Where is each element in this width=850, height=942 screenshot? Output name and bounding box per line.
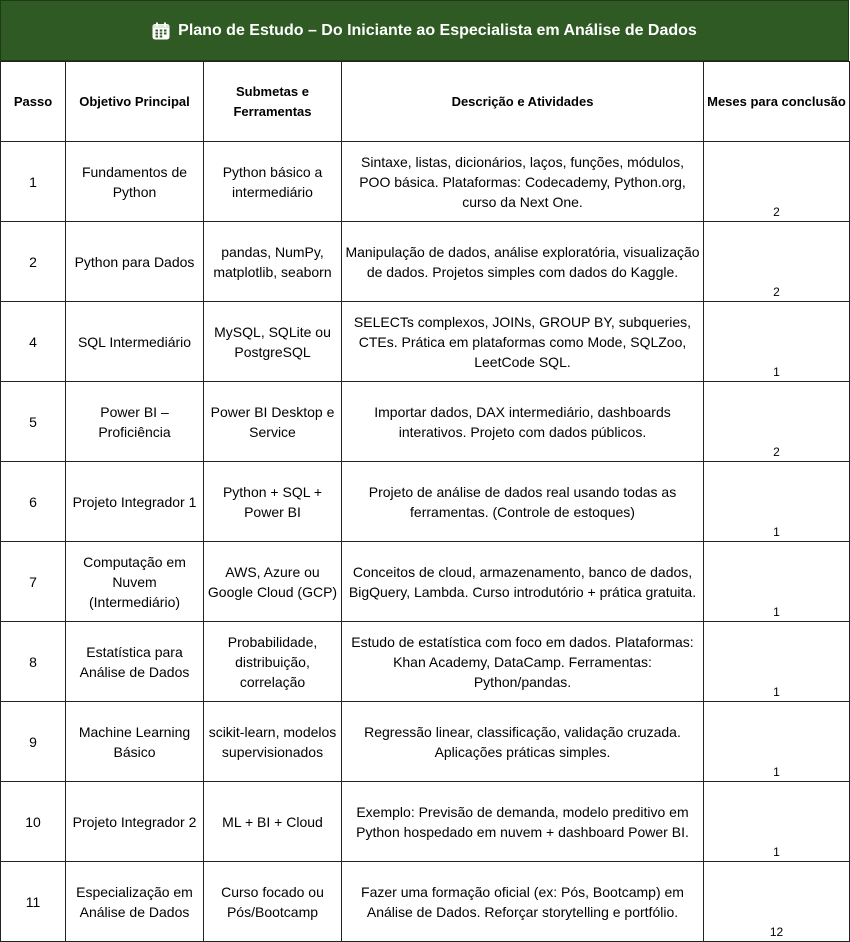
cell-step[interactable]: 4: [1, 302, 66, 382]
title-bar: [0, 0, 849, 61]
table-row: [1, 302, 850, 382]
cell-months[interactable]: 1: [704, 462, 850, 542]
header-months[interactable]: Meses para conclusão: [704, 62, 850, 142]
header-objective[interactable]: Objetivo Principal: [66, 62, 204, 142]
header-step[interactable]: Passo: [1, 62, 66, 142]
header-row: [1, 62, 850, 142]
table-row: [1, 382, 850, 462]
cell-objective[interactable]: SQL Intermediário: [66, 302, 204, 382]
cell-months[interactable]: 12: [704, 862, 850, 942]
cell-tools[interactable]: Python básico a intermediário: [204, 142, 342, 222]
header-tools[interactable]: Submetas e Ferramentas: [204, 62, 342, 142]
cell-step[interactable]: 8: [1, 622, 66, 702]
table-row: [1, 542, 850, 622]
table-row: [1, 462, 850, 542]
table-row: [1, 702, 850, 782]
cell-tools[interactable]: Power BI Desktop e Service: [204, 382, 342, 462]
cell-tools[interactable]: Probabilidade, distribuição, correlação: [204, 622, 342, 702]
cell-description[interactable]: Sintaxe, listas, dicionários, laços, funções, módulos, POO básica. Plataformas: Codecademy, Python.org, curso da Next One.: [342, 142, 704, 222]
cell-objective[interactable]: Projeto Integrador 2: [66, 782, 204, 862]
cell-tools[interactable]: ML + BI + Cloud: [204, 782, 342, 862]
cell-description[interactable]: Importar dados, DAX intermediário, dashboards interativos. Projeto com dados públicos.: [342, 382, 704, 462]
cell-description[interactable]: Conceitos de cloud, armazenamento, banco de dados, BigQuery, Lambda. Curso introdutório + prática gratuita.: [342, 542, 704, 622]
table-row: [1, 862, 850, 942]
cell-description[interactable]: Manipulação de dados, análise exploratória, visualização de dados. Projetos simples com dados do Kaggle.: [342, 222, 704, 302]
cell-objective[interactable]: Python para Dados: [66, 222, 204, 302]
cell-objective[interactable]: Especialização em Análise de Dados: [66, 862, 204, 942]
cell-tools[interactable]: Python + SQL + Power BI: [204, 462, 342, 542]
header-description[interactable]: Descrição e Atividades: [342, 62, 704, 142]
cell-step[interactable]: 9: [1, 702, 66, 782]
cell-months[interactable]: 1: [704, 782, 850, 862]
cell-tools[interactable]: Curso focado ou Pós/Bootcamp: [204, 862, 342, 942]
table-row: [1, 622, 850, 702]
cell-months[interactable]: 1: [704, 542, 850, 622]
cell-step[interactable]: 6: [1, 462, 66, 542]
table-row: [1, 142, 850, 222]
cell-months[interactable]: 1: [704, 302, 850, 382]
cell-description[interactable]: SELECTs complexos, JOINs, GROUP BY, subqueries, CTEs. Prática em plataformas como Mode, SQLZoo, LeetCode SQL.: [342, 302, 704, 382]
cell-objective[interactable]: Computação em Nuvem (Intermediário): [66, 542, 204, 622]
cell-description[interactable]: Fazer uma formação oficial (ex: Pós, Bootcamp) em Análise de Dados. Reforçar storytelling e portfólio.: [342, 862, 704, 942]
cell-step[interactable]: 5: [1, 382, 66, 462]
cell-tools[interactable]: scikit-learn, modelos supervisionados: [204, 702, 342, 782]
cell-tools[interactable]: MySQL, SQLite ou PostgreSQL: [204, 302, 342, 382]
table-row: [1, 782, 850, 862]
cell-step[interactable]: 1: [1, 142, 66, 222]
page-title: Plano de Estudo – Do Iniciante ao Especialista em Análise de Dados: [178, 21, 697, 39]
cell-objective[interactable]: Projeto Integrador 1: [66, 462, 204, 542]
cell-months[interactable]: 2: [704, 142, 850, 222]
cell-objective[interactable]: Machine Learning Básico: [66, 702, 204, 782]
cell-step[interactable]: 7: [1, 542, 66, 622]
cell-step[interactable]: 2: [1, 222, 66, 302]
cell-months[interactable]: 1: [704, 622, 850, 702]
cell-months[interactable]: 1: [704, 702, 850, 782]
cell-description[interactable]: Projeto de análise de dados real usando todas as ferramentas. (Controle de estoques): [342, 462, 704, 542]
cell-tools[interactable]: pandas, NumPy, matplotlib, seaborn: [204, 222, 342, 302]
cell-months[interactable]: 2: [704, 382, 850, 462]
cell-objective[interactable]: Power BI – Proficiência: [66, 382, 204, 462]
cell-months[interactable]: 2: [704, 222, 850, 302]
cell-objective[interactable]: Estatística para Análise de Dados: [66, 622, 204, 702]
calendar-icon: [152, 22, 170, 40]
cell-description[interactable]: Regressão linear, classificação, validação cruzada. Aplicações práticas simples.: [342, 702, 704, 782]
cell-tools[interactable]: AWS, Azure ou Google Cloud (GCP): [204, 542, 342, 622]
cell-description[interactable]: Estudo de estatística com foco em dados. Plataformas: Khan Academy, DataCamp. Ferramentas: Python/pandas.: [342, 622, 704, 702]
cell-step[interactable]: 10: [1, 782, 66, 862]
cell-objective[interactable]: Fundamentos de Python: [66, 142, 204, 222]
study-plan-table: [0, 61, 850, 942]
cell-description[interactable]: Exemplo: Previsão de demanda, modelo preditivo em Python hospedado em nuvem + dashboard Power BI.: [342, 782, 704, 862]
cell-step[interactable]: 11: [1, 862, 66, 942]
table-row: [1, 222, 850, 302]
